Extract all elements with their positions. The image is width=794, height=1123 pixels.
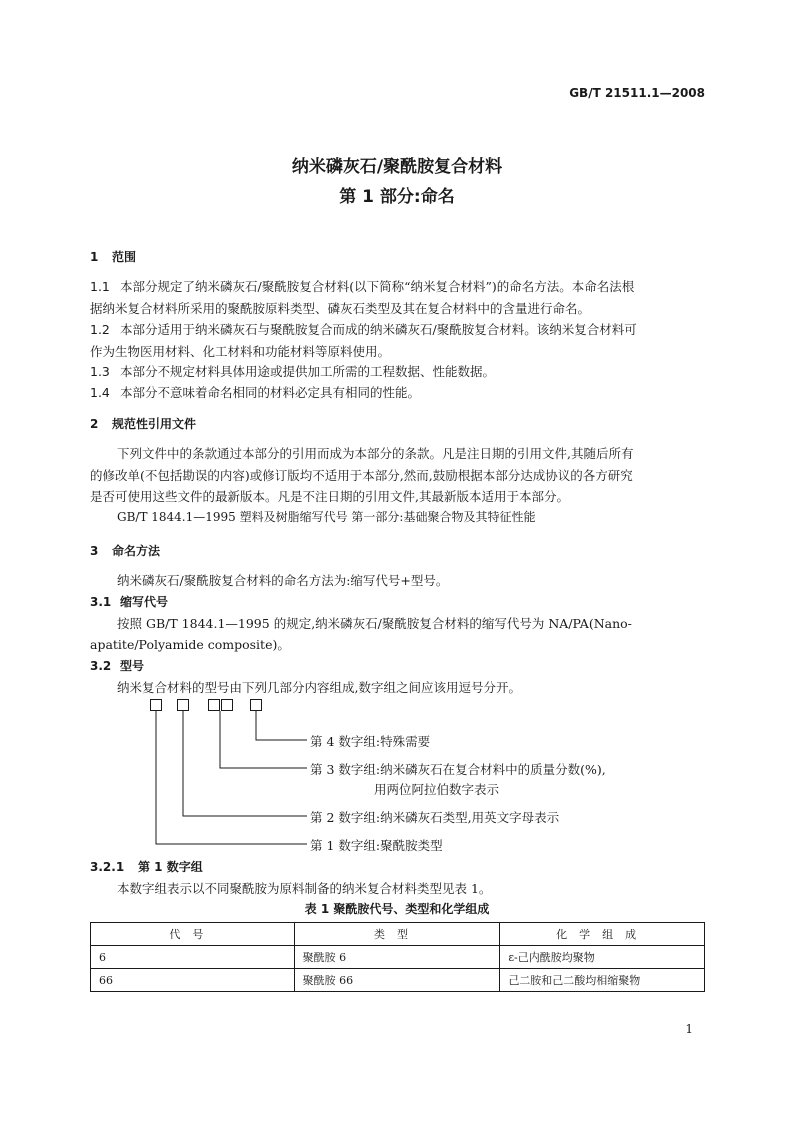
- sec2-line3: 是否可使用这些文件的最新版本。凡是不注日期的引用文件,其最新版本适用于本部分。: [90, 489, 569, 504]
- normative-reference: GB/T 1844.1—1995 塑料及树脂缩写代号 第一部分:基础聚合物及其特征性能: [117, 510, 536, 524]
- sec3-2-text: 纳米复合材料的型号由下列几部分内容组成,数字组之间应该用逗号分开。: [117, 680, 521, 695]
- standard-number: GB/T 21511.1—2008: [569, 86, 705, 100]
- cell-type: 聚酰胺 6: [294, 946, 500, 969]
- sec2-line2: 的修改单(不包括勘误的内容)或修订版均不适用于本部分,然而,鼓励根据本部分达成协议的各方研究: [90, 468, 633, 483]
- digit-group-2-label: 第 2 数字组:纳米磷灰石类型,用英文字母表示: [310, 810, 560, 825]
- subsection-number: 3.1: [90, 595, 112, 609]
- clause-number: 1.1: [90, 279, 110, 294]
- subsection-number: 3.2: [90, 659, 112, 673]
- subsection-number: 3.2.1: [90, 860, 125, 874]
- column-header-code: 代号: [91, 923, 295, 946]
- column-header-type: 类型: [294, 923, 500, 946]
- table-caption: 表 1 聚酰胺代号、类型和化学组成: [304, 902, 490, 916]
- clause-text: 本部分适用于纳米磷灰石与聚酰胺复合而成的纳米磷灰石/聚酰胺复合材料。该纳米复合材料可: [120, 322, 637, 337]
- cell-composition: ε-己内酰胺均聚物: [500, 946, 705, 969]
- subsection-3-2-1-heading: [90, 858, 203, 875]
- connector-group-4: [256, 711, 307, 740]
- document-subtitle: 第 1 部分:命名: [339, 187, 455, 207]
- section-title: 命名方法: [112, 544, 161, 558]
- clause-number: 1.2: [90, 322, 110, 337]
- document-title: 纳米磷灰石/聚酰胺复合材料: [291, 157, 503, 177]
- subsection-title: 缩写代号: [120, 595, 169, 609]
- subsection-title: 第 1 数字组: [138, 860, 203, 874]
- section-title: 范围: [112, 250, 137, 264]
- table-row: [91, 946, 705, 969]
- sec3-1-line1: 按照 GB/T 1844.1—1995 的规定,纳米磷灰石/聚酰胺复合材料的缩写代号为 NA/PA(Nano-: [117, 616, 632, 631]
- clause-text: 本部分规定了纳米磷灰石/聚酰胺复合材料(以下简称“纳米复合材料”)的命名方法。本命名法根: [120, 279, 635, 294]
- clause-number: 1.3: [90, 364, 110, 379]
- cell-code: 6: [91, 946, 295, 969]
- digit-group-1-label: 第 1 数字组:聚酰胺类型: [310, 838, 443, 853]
- sec3-intro: 纳米磷灰石/聚酰胺复合材料的命名方法为:缩写代号+型号。: [117, 573, 449, 588]
- section-number: 3: [90, 544, 99, 558]
- table-row: [91, 969, 705, 992]
- table-polyamide-codes: [90, 922, 705, 992]
- cell-type: 聚酰胺 66: [294, 969, 500, 992]
- section-number: 2: [90, 417, 99, 431]
- cell-composition: 己二胺和己二酸均相缩聚物: [500, 969, 705, 992]
- sec2-line1: 下列文件中的条款通过本部分的引用而成为本部分的条款。凡是注日期的引用文件,其随后所有: [117, 446, 634, 461]
- clause-number: 1.4: [90, 385, 110, 400]
- connector-group-1: [156, 711, 307, 844]
- section-title: 规范性引用文件: [112, 417, 197, 431]
- sec3-2-1-text: 本数字组表示以不同聚酰胺为原料制备的纳米复合材料类型见表 1。: [117, 881, 492, 896]
- page-number: 1: [685, 1022, 693, 1036]
- clause-text: 本部分不规定材料具体用途或提供加工所需的工程数据、性能数据。: [120, 364, 496, 379]
- section-number: 1: [90, 250, 99, 264]
- sec3-1-line2: apatite/Polyamide composite)。: [90, 637, 290, 652]
- digit-group-4-label: 第 4 数字组:特殊需要: [310, 734, 431, 749]
- digit-group-3-label-cont: 用两位阿拉伯数字表示: [374, 782, 500, 797]
- subsection-title: 型号: [120, 659, 145, 673]
- table-header-row: [91, 923, 705, 946]
- digit-group-3-label: 第 3 数字组:纳米磷灰石在复合材料中的质量分数(%),: [310, 762, 606, 777]
- connector-group-2: [183, 711, 307, 816]
- column-header-composition: 化学组成: [500, 923, 705, 946]
- clause-1-1-line2: 据纳米复合材料所采用的聚酰胺原料类型、磷灰石类型及其在复合材料中的含量进行命名。: [90, 301, 591, 316]
- cell-code: 66: [91, 969, 295, 992]
- clause-text: 本部分不意味着命名相同的材料必定具有相同的性能。: [120, 385, 421, 400]
- clause-1-2-line2: 作为生物医用材料、化工材料和功能材料等原料使用。: [90, 344, 391, 359]
